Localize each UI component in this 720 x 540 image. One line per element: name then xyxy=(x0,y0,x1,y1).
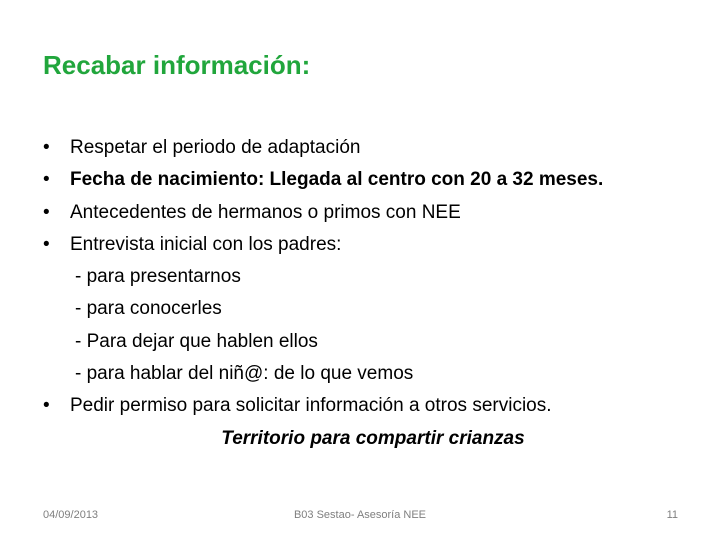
sub-list-item xyxy=(43,326,703,358)
bullet-marker: • xyxy=(43,395,50,417)
bullet-marker: • xyxy=(43,233,50,255)
bullet-list xyxy=(43,132,703,455)
sub-list-item-text: - para conocerles xyxy=(75,298,222,320)
bullet-marker: • xyxy=(43,137,50,158)
sub-list-item xyxy=(43,358,703,390)
bullet-marker: • xyxy=(43,201,50,223)
tagline-row xyxy=(43,423,703,455)
list-item-text: Antecedentes de hermanos o primos con NEE xyxy=(70,201,461,223)
page-number: 11 xyxy=(666,509,678,521)
list-item xyxy=(43,164,703,196)
list-item-text: Entrevista inicial con los padres: xyxy=(70,233,342,255)
list-item xyxy=(43,197,703,229)
bullet-marker: • xyxy=(43,169,50,191)
list-item xyxy=(43,132,703,164)
sub-list-item-text: - Para dejar que hablen ellos xyxy=(75,330,318,352)
sub-list-item-text: - para hablar del niñ@: de lo que vemos xyxy=(75,363,414,385)
footer-date: 04/09/2013 xyxy=(43,509,99,521)
sub-list-item-text: - para presentarnos xyxy=(75,266,241,288)
list-item xyxy=(43,229,703,261)
sub-list-item xyxy=(43,261,703,293)
list-item-text: Pedir permiso para solicitar información a otros servicios. xyxy=(70,395,552,417)
slide-title: Recabar información: xyxy=(43,50,311,80)
footer-center-text: B03 Sestao- Asesoría NEE xyxy=(293,509,427,521)
sub-list-item xyxy=(43,293,703,325)
tagline: Territorio para compartir crianzas xyxy=(221,427,525,449)
list-item xyxy=(43,390,703,422)
list-item-text: Fecha de nacimiento: Llegada al centro con 20 a 32 meses. xyxy=(70,169,604,191)
list-item-text: Respetar el periodo de adaptación xyxy=(70,137,361,158)
